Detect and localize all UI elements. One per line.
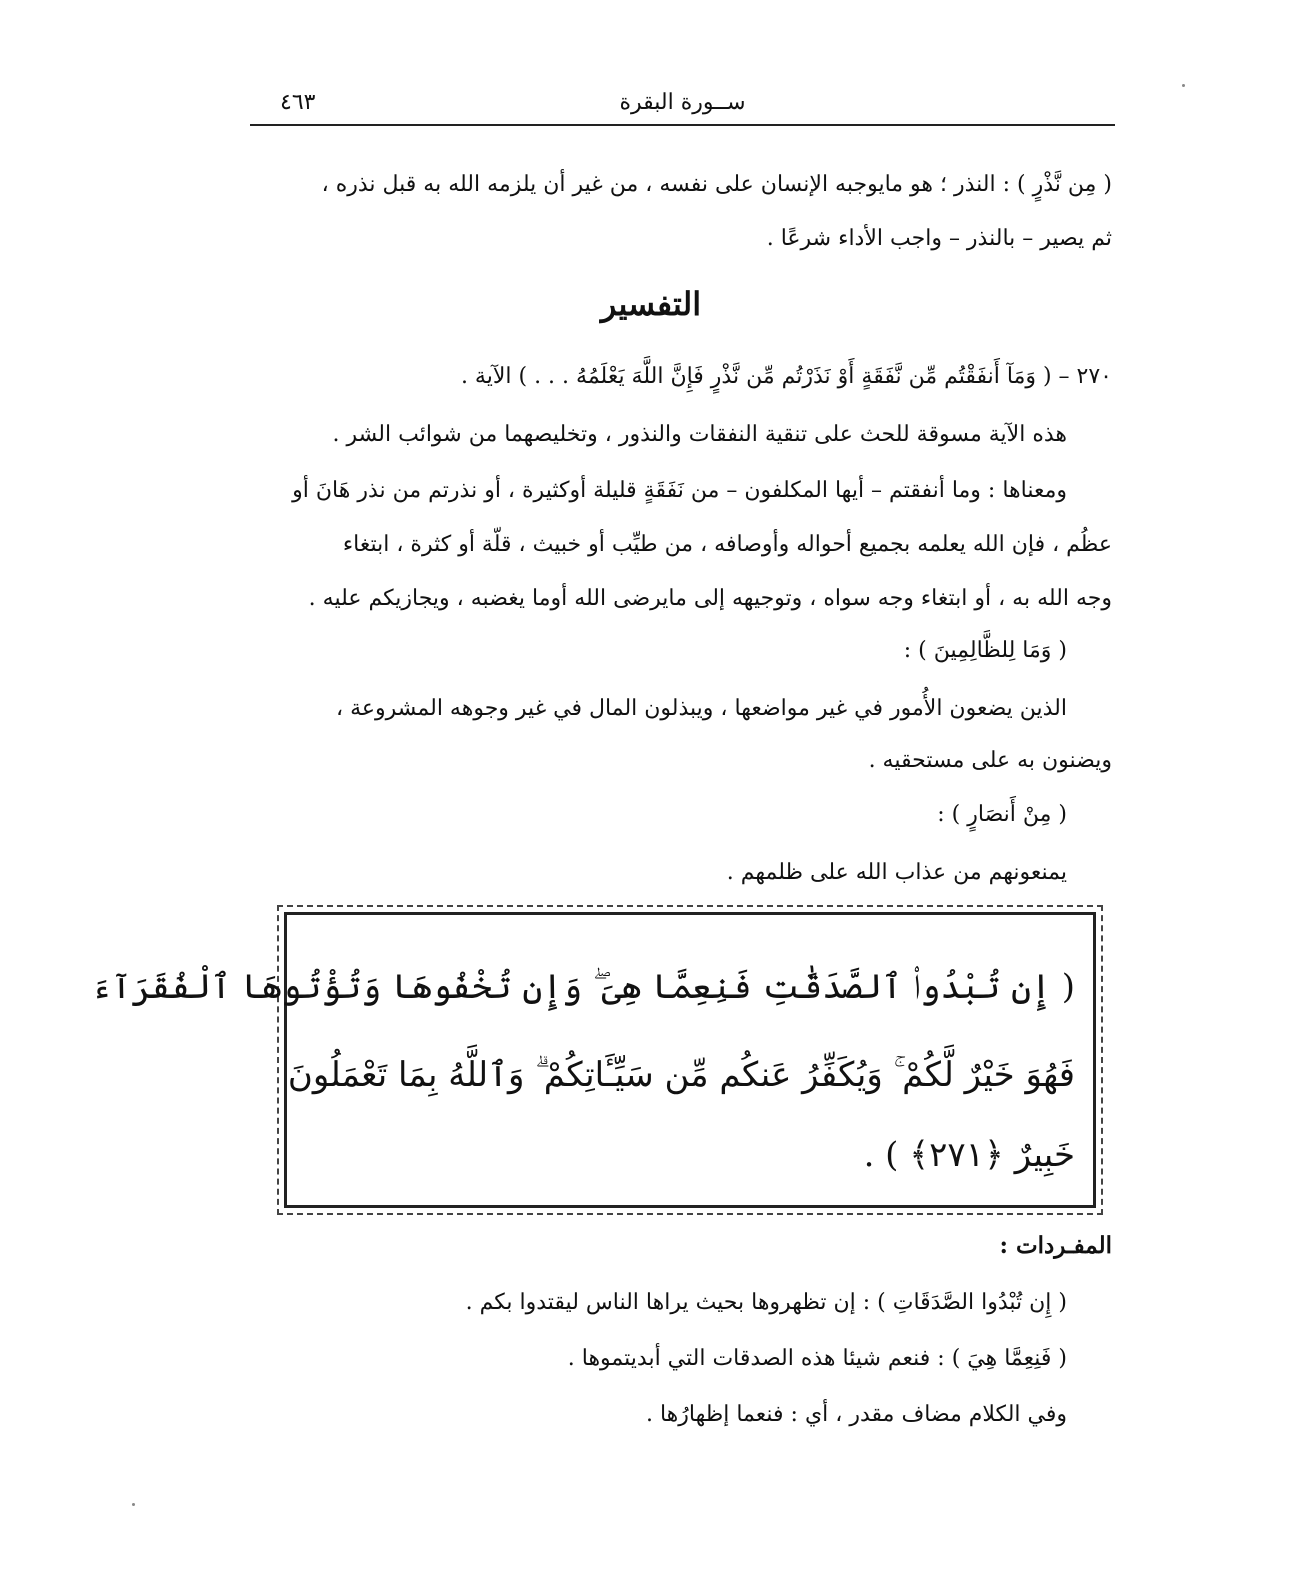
page-number: ٤٦٣: [280, 90, 316, 115]
scan-speck: [132, 1503, 135, 1506]
body-line: ( مِنْ أَنصَارٍ ) :: [937, 802, 1067, 827]
vocab-line: ( إِن تُبْدُوا الصَّدَقَاتِ ) : إن تظهروها بحيث يراها الناس ليقتدوا بكم .: [465, 1290, 1067, 1315]
verse-box: [91, 912, 1096, 1208]
body-line: ( وَمَا لِلظَّالِمِينَ ) :: [903, 638, 1067, 663]
body-line: ومعناها : وما أنفقتم – أيها المكلفون – من نَفَقَةٍ قليلة أوكثيرة ، أو نذرتم من نذر هَانَ أو: [292, 478, 1067, 503]
vocab-line: ( فَنِعِمَّا هِيَ ) : فنعم شيئا هذه الصدقات التي أبديتموها .: [567, 1346, 1067, 1371]
surah-title: ســورة البقرة: [619, 90, 746, 115]
body-line: ويضنون به على مستحقيه .: [868, 748, 1112, 773]
body-line: الذين يضعون الأُمور في غير مواضعها ، ويبذلون المال في غير وجوهه المشروعة ،: [336, 696, 1067, 721]
vocab-line: وفي الكلام مضاف مقدر ، أي : فنعما إظهارُها .: [645, 1402, 1067, 1427]
body-line: يمنعونهم من عذاب الله على ظلمهم .: [726, 860, 1067, 885]
verse-line: فَهُوَ خَيْرٌ لَّكُمْ ۚ وَيُكَفِّرُ عَنكُم مِّن سَيِّـَٔاتِكُمْ ۗ وَٱللَّهُ بِمَا تَعْمَلُونَ: [287, 1055, 1075, 1095]
scan-speck: [1182, 84, 1185, 87]
intro-line: ثم يصير – بالنذر – واجب الأداء شرعًا .: [766, 226, 1112, 251]
body-line: هذه الآية مسوقة للحث على تنقية النفقات والنذور ، وتخليصهما من شوائب الشر .: [332, 422, 1067, 447]
verse-line: ( إِن تُبْدُوا۟ ٱلصَّدَقَٰتِ فَنِعِمَّا هِىَ ۖ وَإِن تُخْفُوهَا وَتُؤْتُوهَا ٱلْفُقَرَآءَ: [91, 967, 1075, 1007]
body-line: عظُم ، فإن الله يعلمه بجميع أحواله وأوصافه ، من طيِّب أو خبيث ، قلّة أو كثرة ، ابتغاء: [342, 532, 1112, 557]
page-header: [250, 84, 1115, 126]
vocab-heading: المفـردات :: [999, 1232, 1112, 1259]
section-heading: التفسير: [600, 285, 702, 323]
body-line: ٢٧٠ – ( وَمَآ أَنفَقْتُم مِّن نَّفَقَةٍ أَوْ نَذَرْتُم مِّن نَّذْرٍ فَإِنَّ اللَّهَ يَعْلَمُهُ . . . ) الآية .: [460, 364, 1112, 389]
intro-line: ( مِن نَّذْرٍ ) : النذر ؛ هو مايوجبه الإنسان على نفسه ، من غير أن يلزمه الله به قبل نذره ،: [321, 172, 1112, 197]
verse-line: خَبِيرٌ ﴿٢٧١﴾ ) .: [863, 1135, 1075, 1175]
body-line: وجه الله به ، أو ابتغاء وجه سواه ، وتوجيهه إلى مايرضى الله أوما يغضبه ، ويجازيكم عليه .: [308, 586, 1112, 611]
